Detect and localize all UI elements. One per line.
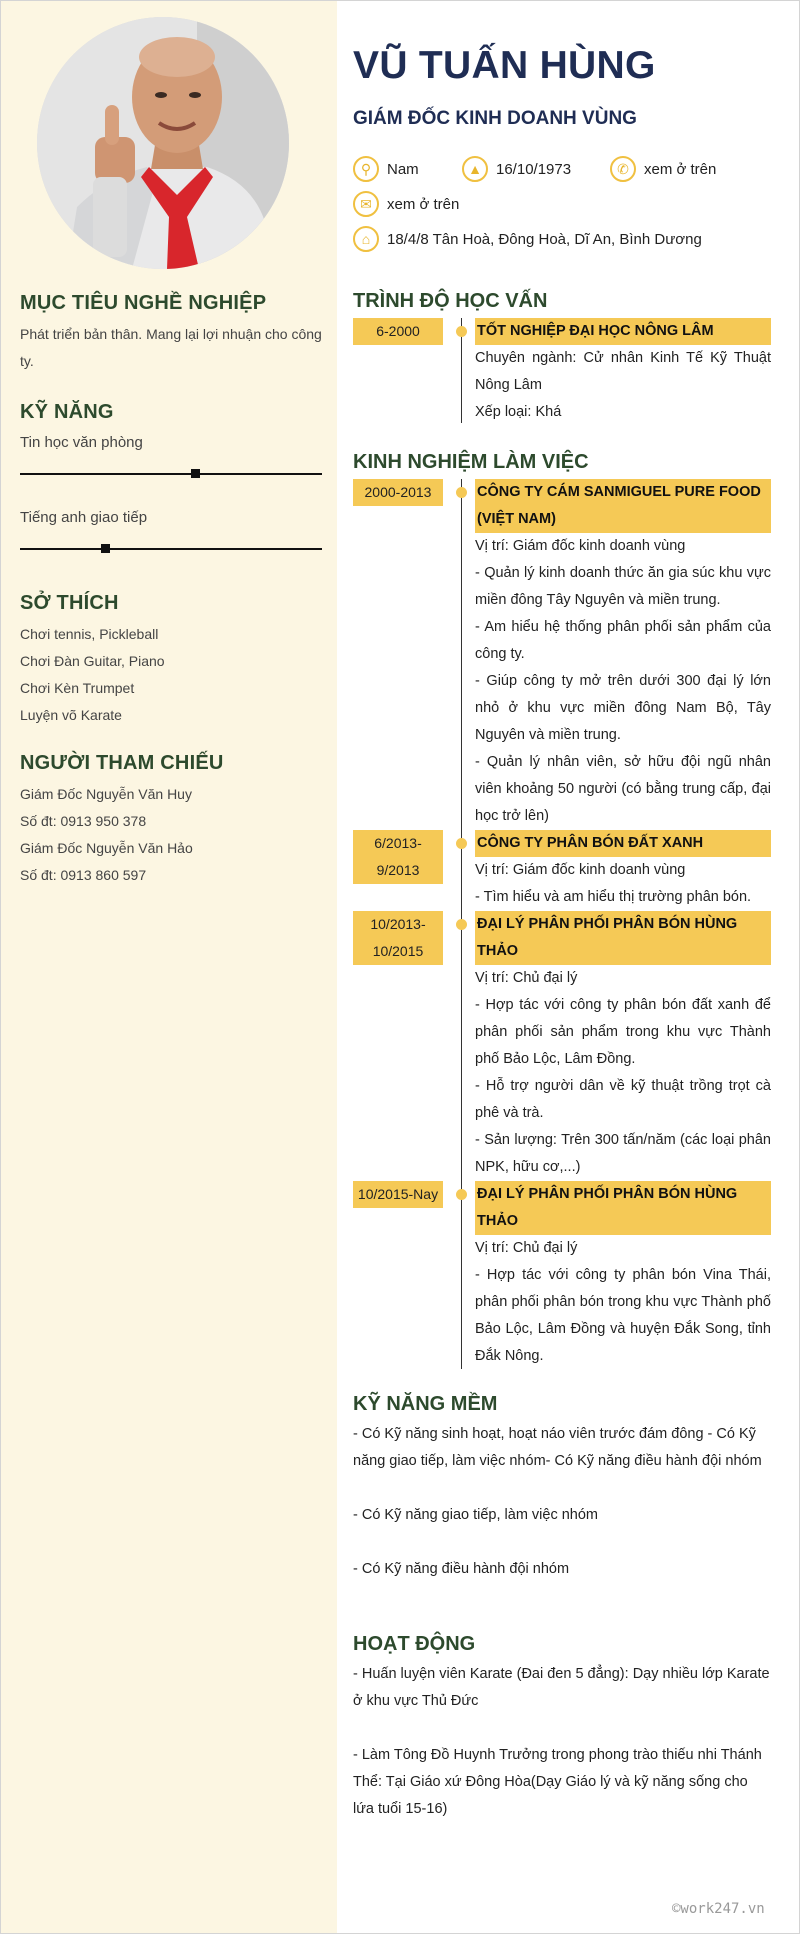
job-line: - Hợp tác với công ty phân bón Vina Thái, phân phối phân bón trong khu vực Thành phố Bảo Lộc, Lâm Đồng và huyện Đắk Song, tỉnh Đắk Nông.	[475, 1267, 771, 1364]
objective-text: Phát triển bản thân. Mang lại lợi nhuận cho công ty.	[20, 326, 322, 369]
soft-skill-paragraph: - Có Kỹ năng sinh hoạt, hoạt náo viên trước đám đông - Có Kỹ năng giao tiếp, làm việc nhóm- Có Kỹ năng điều hành đội nhóm	[353, 1426, 762, 1469]
job-line: - Am hiểu hệ thống phân phối sản phẩm của công ty.	[475, 619, 771, 662]
phone-value: xem ở trên	[644, 160, 717, 178]
job-line: - Sản lượng: Trên 300 tấn/năm (các loại phân NPK, hữu cơ,...)	[475, 1132, 771, 1175]
objective-title: MỤC TIÊU NGHỀ NGHIỆP	[20, 292, 267, 314]
activity-paragraph: - Huấn luyện viên Karate (Đai đen 5 đẳng): Dạy nhiều lớp Karate ở khu vực Thủ Đức	[353, 1666, 770, 1709]
job-line: Vị trí: Chủ đại lý	[475, 1240, 578, 1256]
timeline-dot	[456, 487, 467, 498]
timeline-dot	[456, 326, 467, 337]
education-date: 6-2000	[353, 318, 443, 345]
reference-item: Giám Đốc Nguyễn Văn Huy	[20, 786, 192, 802]
reference-item: Số đt: 0913 860 597	[20, 867, 147, 883]
watermark: ©work247.vn	[672, 1901, 765, 1917]
hobbies-section	[20, 592, 322, 729]
soft-skill-paragraph: - Có Kỹ năng điều hành đội nhóm	[353, 1561, 570, 1577]
email-value: xem ở trên	[387, 195, 460, 213]
hobby-item: Chơi Đàn Guitar, Piano	[20, 653, 165, 669]
soft-skill-paragraph: - Có Kỹ năng giao tiếp, làm việc nhóm	[353, 1507, 599, 1523]
skill-level-marker	[191, 469, 200, 478]
address-info	[353, 226, 702, 252]
objective-section	[20, 292, 322, 375]
job-company: CÔNG TY PHÂN BÓN ĐẤT XANH	[475, 830, 771, 857]
job-date: 10/2013-10/2015	[353, 911, 443, 965]
skills-section	[20, 401, 322, 550]
candidate-role: GIÁM ĐỐC KINH DOANH VÙNG	[353, 108, 637, 129]
reference-item: Giám Đốc Nguyễn Văn Hảo	[20, 840, 193, 856]
soft-skills-text	[353, 1421, 771, 1583]
job-line: - Quản lý nhân viên, sở hữu đội ngũ nhân viên khoảng 50 người (có bằng trung cấp, đại học trở lên)	[475, 754, 771, 824]
gender-icon: ⚲	[353, 156, 379, 182]
education-line: Xếp loại: Khá	[475, 404, 562, 420]
skill-name: Tin học văn phòng	[20, 434, 143, 451]
soft-skills-title: KỸ NĂNG MỀM	[353, 1393, 498, 1415]
job-details	[475, 533, 771, 830]
references-section	[20, 752, 322, 889]
job-date: 6/2013-9/2013	[353, 830, 443, 884]
job-date: 10/2015-Nay	[353, 1181, 443, 1208]
education-details	[475, 345, 771, 426]
hobby-item: Chơi Kèn Trumpet	[20, 680, 135, 696]
skills-title: KỸ NĂNG	[20, 401, 114, 423]
phone-icon: ✆	[610, 156, 636, 182]
job-line: Vị trí: Chủ đại lý	[475, 970, 578, 986]
activities-text	[353, 1661, 771, 1823]
job-line: - Hỗ trợ người dân về kỹ thuật trồng trọt cà phê và trà.	[475, 1078, 771, 1121]
job-company: CÔNG TY CÁM SANMIGUEL PURE FOOD (VIỆT NAM)	[475, 479, 771, 533]
job-line: - Hợp tác với công ty phân bón đất xanh để phân phối sản phẩm trong khu vực Thành phố Bảo Lộc, Lâm Đồng.	[475, 997, 771, 1067]
education-line: Chuyên ngành: Cử nhân Kinh Tế Kỹ Thuật Nông Lâm	[475, 350, 771, 393]
job-line: Vị trí: Giám đốc kinh doanh vùng	[475, 538, 686, 554]
experience-title: KINH NGHIỆM LÀM VIỆC	[353, 451, 589, 473]
mail-icon: ✉	[353, 191, 379, 217]
location-icon: ⌂	[353, 226, 379, 252]
activities-title: HOẠT ĐỘNG	[353, 1633, 476, 1655]
education-degree: TỐT NGHIỆP ĐẠI HỌC NÔNG LÂM	[475, 318, 771, 345]
timeline-dot	[456, 838, 467, 849]
cake-icon: ▲	[462, 156, 488, 182]
hobby-item: Chơi tennis, Pickleball	[20, 626, 159, 642]
skill-level-bar	[20, 473, 322, 475]
job-company: ĐẠI LÝ PHÂN PHỐI PHÂN BÓN HÙNG THẢO	[475, 1181, 771, 1235]
reference-item: Số đt: 0913 950 378	[20, 813, 147, 829]
birthday-value: 16/10/1973	[496, 160, 572, 178]
job-details	[475, 857, 771, 911]
candidate-name: VŨ TUẤN HÙNG	[353, 44, 656, 87]
sidebar	[1, 1, 337, 1933]
skill-level-bar	[20, 548, 322, 550]
activity-paragraph: - Làm Tông Đồ Huynh Trưởng trong phong trào thiếu nhi Thánh Thể: Tại Giáo xứ Đông Hòa(Dạy Giáo lý và kỹ năng sống cho lứa tuổi 15-16)	[353, 1747, 762, 1817]
job-date: 2000-2013	[353, 479, 443, 506]
job-details	[475, 965, 771, 1181]
job-details	[475, 1235, 771, 1370]
email-info	[353, 191, 459, 217]
timeline-dot	[456, 919, 467, 930]
profile-photo	[37, 17, 289, 269]
timeline-dot	[456, 1189, 467, 1200]
skill-name: Tiếng anh giao tiếp	[20, 509, 148, 526]
gender-value: Nam	[387, 160, 419, 178]
job-line: - Quản lý kinh doanh thức ăn gia súc khu vực miền đông Tây Nguyên và miền trung.	[475, 565, 771, 608]
job-line: - Tìm hiểu và am hiểu thị trường phân bón.	[475, 889, 752, 905]
phone-info	[610, 156, 716, 182]
gender-info	[353, 156, 419, 182]
job-line: Vị trí: Giám đốc kinh doanh vùng	[475, 862, 686, 878]
address-value: 18/4/8 Tân Hoà, Đông Hoà, Dĩ An, Bình Dương	[387, 230, 702, 248]
skill-level-marker	[101, 544, 110, 553]
education-title: TRÌNH ĐỘ HỌC VẤN	[353, 290, 548, 312]
job-line: - Giúp công ty mở trên dưới 300 đại lý lớn nhỏ ở khu vực miền đông Nam Bộ, Tây Nguyên và miền trung.	[475, 673, 771, 743]
hobby-item: Luyện võ Karate	[20, 707, 122, 723]
job-company: ĐẠI LÝ PHÂN PHỐI PHÂN BÓN HÙNG THẢO	[475, 911, 771, 965]
references-title: NGƯỜI THAM CHIẾU	[20, 752, 224, 774]
birthday-info	[462, 156, 571, 182]
hobbies-title: SỞ THÍCH	[20, 592, 119, 614]
